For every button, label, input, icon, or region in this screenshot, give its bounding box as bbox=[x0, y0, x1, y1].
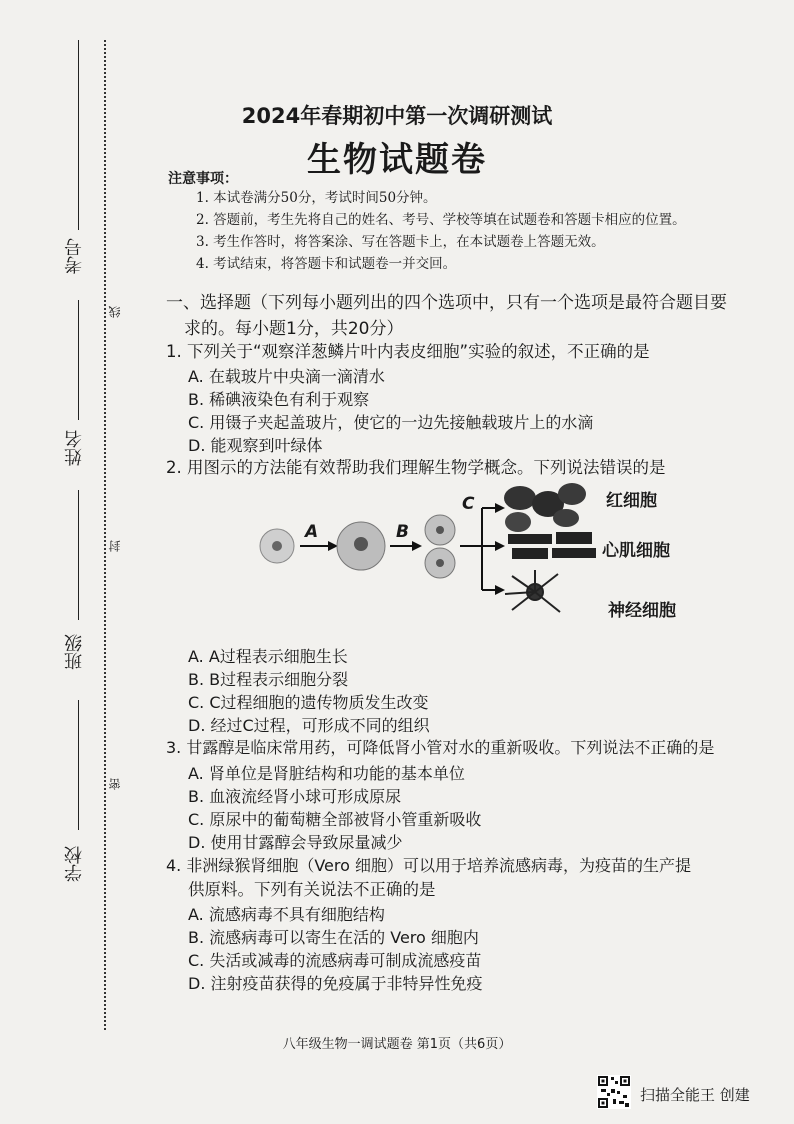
q2-option-a: A. A过程表示细胞生长 bbox=[188, 647, 348, 666]
arrow-a-label: A bbox=[305, 522, 319, 542]
q2-option-b: B. B过程表示细胞分裂 bbox=[188, 670, 349, 689]
section-heading bbox=[166, 290, 771, 342]
question-4-stem-line2: 供原料。下列有关说法不正确的是 bbox=[188, 880, 436, 899]
q4-option-a: A. 流感病毒不具有细胞结构 bbox=[188, 905, 385, 924]
q3-option-c: C. 原尿中的葡萄糖全部被肾小管重新吸收 bbox=[188, 810, 482, 829]
small-cell-nucleus bbox=[272, 541, 282, 551]
class-label: 班级 bbox=[64, 634, 85, 670]
question-2-stem: 2. 用图示的方法能有效帮助我们理解生物学概念。下列说法错误的是 bbox=[166, 458, 666, 477]
q2-option-c: C. C过程细胞的遗传物质发生改变 bbox=[188, 693, 429, 712]
question-4-stem-line1: 4. 非洲绿猴肾细胞（Vero 细胞）可以用于培养流感病毒，为疫苗的生产提 bbox=[166, 856, 692, 875]
note-item: 1. 本试卷满分50分，考试时间50分钟。 bbox=[196, 190, 437, 206]
question-3-stem: 3. 甘露醇是临床常用药，可降低肾小管对水的重新吸收。下列说法不正确的是 bbox=[166, 738, 715, 757]
arrow-b-label: B bbox=[396, 522, 409, 542]
paper-title: 生物试题卷 bbox=[307, 140, 487, 180]
exam-no-label: 考号 bbox=[64, 238, 85, 274]
fold-mark: 密 bbox=[108, 778, 122, 790]
large-cell-nucleus bbox=[354, 537, 368, 551]
cell-differentiation-diagram bbox=[250, 478, 750, 628]
q1-option-b: B. 稀碘液染色有利于观察 bbox=[188, 390, 370, 409]
q3-option-d: D. 使用甘露醇会导致尿量减少 bbox=[188, 833, 403, 852]
seal-dashed-line bbox=[104, 40, 106, 1030]
school-blank bbox=[78, 700, 79, 830]
q3-option-a: A. 肾单位是肾脏结构和功能的基本单位 bbox=[188, 764, 465, 783]
note-item: 2. 答题前，考生先将自己的姓名、考号、学校等填在试题卷和答题卡相应的位置。 bbox=[196, 212, 686, 228]
q4-option-c: C. 失活或减毒的流感病毒可制成流感疫苗 bbox=[188, 951, 482, 970]
qr-code-icon bbox=[597, 1075, 631, 1109]
nerve-cell bbox=[505, 570, 560, 612]
section-heading-line2: 求的。每小题1分，共20分） bbox=[184, 319, 404, 339]
exam-title: 2024年春期初中第一次调研测试 bbox=[241, 104, 553, 128]
page-footer: 八年级生物一调试题卷 第1页（共6页） bbox=[282, 1037, 512, 1052]
q2-option-d: D. 经过C过程，可形成不同的组织 bbox=[188, 716, 430, 735]
cardiac-muscle-cell-label: 心肌细胞 bbox=[602, 541, 670, 561]
nerve-cell-label: 神经细胞 bbox=[608, 601, 676, 621]
q1-option-d: D. 能观察到叶绿体 bbox=[188, 436, 323, 455]
arrow-b-head bbox=[412, 541, 422, 551]
q4-option-d: D. 注射疫苗获得的免疫属于非特异性免疫 bbox=[188, 974, 483, 993]
notes-heading: 注意事项： bbox=[168, 171, 238, 187]
q1-option-a: A. 在载玻片中央滴一滴清水 bbox=[188, 367, 385, 386]
q3-option-b: B. 血液流经肾小球可形成原尿 bbox=[188, 787, 402, 806]
name-blank bbox=[78, 300, 79, 420]
note-item: 3. 考生作答时，将答案涂、写在答题卡上，在本试题卷上答题无效。 bbox=[196, 234, 605, 250]
q4-option-b: B. 流感病毒可以寄生在活的 Vero 细胞内 bbox=[188, 928, 479, 947]
line-mark: 线 bbox=[108, 306, 122, 318]
q1-option-c: C. 用镊子夹起盖玻片，使它的一边先接触载玻片上的水滴 bbox=[188, 413, 594, 432]
red-blood-cell-label: 红细胞 bbox=[606, 491, 657, 511]
arrow-c-label: C bbox=[462, 494, 475, 514]
note-item: 4. 考试结束，将答题卡和试题卷一并交回。 bbox=[196, 256, 457, 272]
seal-mark: 封 bbox=[108, 540, 122, 552]
section-heading-line1: 一、选择题（下列每小题列出的四个选项中，只有一个选项是最符合题目要 bbox=[166, 293, 727, 313]
name-label: 姓名 bbox=[64, 430, 85, 466]
school-label: 学校 bbox=[64, 846, 85, 882]
scanner-watermark: 扫描全能王 创建 bbox=[640, 1086, 750, 1104]
class-blank bbox=[78, 490, 79, 620]
cardiac-muscle-cells bbox=[508, 532, 596, 559]
red-blood-cells bbox=[504, 483, 586, 532]
question-1-stem: 1. 下列关于“观察洋葱鳞片叶内表皮细胞”实验的叙述，不正确的是 bbox=[166, 342, 650, 361]
